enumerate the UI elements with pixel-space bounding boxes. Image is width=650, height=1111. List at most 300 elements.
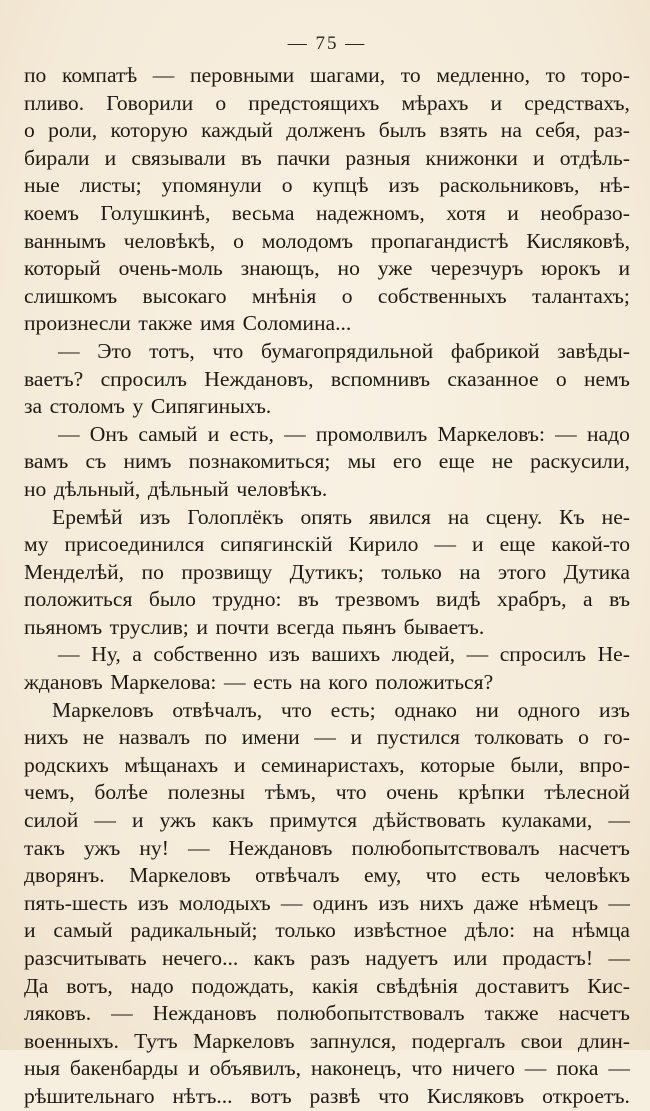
word: Маркеловъ bbox=[129, 863, 231, 888]
word: бирали bbox=[24, 145, 90, 170]
word: пять-шесть bbox=[24, 890, 128, 915]
word: о bbox=[233, 228, 244, 253]
word: высокаго bbox=[142, 283, 227, 308]
word: кулаками, bbox=[501, 808, 593, 833]
word: черезчуръ bbox=[430, 256, 524, 281]
word: положиться bbox=[24, 587, 133, 612]
word: самый bbox=[138, 421, 198, 446]
word: весьма bbox=[231, 200, 295, 225]
word: — bbox=[152, 63, 175, 87]
word: компатѣ bbox=[61, 63, 138, 87]
word: ни bbox=[475, 697, 499, 722]
word: кого bbox=[328, 670, 368, 695]
word: всегда bbox=[276, 614, 335, 639]
word: въ bbox=[609, 587, 630, 612]
word: труслив; bbox=[109, 614, 189, 639]
word: примутся bbox=[269, 808, 358, 833]
word: ныя bbox=[24, 1056, 60, 1081]
word: впро- bbox=[579, 752, 630, 777]
word: опять bbox=[300, 504, 353, 529]
word: этого bbox=[497, 559, 547, 584]
text-line bbox=[24, 117, 630, 145]
word: по bbox=[24, 63, 47, 87]
word: въ bbox=[241, 145, 262, 170]
word: слишкомъ bbox=[24, 283, 118, 308]
word: полезны bbox=[167, 780, 245, 805]
text-line bbox=[24, 448, 630, 476]
word: Сипягиныхъ. bbox=[150, 394, 272, 419]
word: по bbox=[141, 559, 164, 584]
body-text bbox=[24, 62, 630, 1111]
word: о bbox=[555, 366, 567, 391]
word: присоединился bbox=[64, 532, 205, 557]
word: нѣмецъ bbox=[528, 890, 599, 915]
word: съ bbox=[85, 449, 107, 474]
word: о bbox=[578, 725, 589, 750]
word: Маркеловъ: bbox=[437, 421, 545, 446]
word: самый bbox=[53, 918, 113, 943]
word: медленно, bbox=[436, 63, 530, 87]
word: — bbox=[111, 1001, 133, 1026]
word: коемъ bbox=[24, 200, 79, 225]
word: себя, bbox=[535, 118, 581, 143]
word: и bbox=[24, 918, 36, 943]
word: то bbox=[545, 63, 566, 87]
word: Голоплёкъ bbox=[187, 504, 284, 529]
word: — bbox=[555, 421, 577, 446]
word: положиться? bbox=[375, 670, 494, 695]
word: такъ bbox=[24, 835, 65, 860]
word: бываетъ. bbox=[403, 614, 485, 639]
word: чемъ, bbox=[24, 780, 75, 805]
text-line bbox=[24, 1055, 630, 1083]
word: листы; bbox=[79, 173, 142, 198]
word: запнулся, bbox=[309, 1028, 397, 1053]
word: Кисляковѣ, bbox=[526, 228, 630, 253]
word: что bbox=[378, 1083, 410, 1108]
text-line bbox=[24, 1028, 630, 1056]
word: мнѣнія bbox=[251, 283, 317, 308]
word: — bbox=[223, 670, 246, 695]
text-line bbox=[24, 669, 630, 697]
word: и bbox=[618, 256, 630, 281]
text-line bbox=[24, 724, 630, 752]
word: разныя bbox=[345, 145, 411, 170]
word: на bbox=[459, 559, 481, 584]
word: объявилъ, bbox=[209, 1056, 302, 1081]
word: есть bbox=[253, 670, 293, 695]
word: пустился bbox=[376, 725, 460, 750]
word: продастъ! bbox=[502, 946, 594, 970]
word: — bbox=[314, 725, 336, 750]
word: по bbox=[204, 725, 228, 750]
word: еще bbox=[499, 532, 536, 557]
word: очень bbox=[386, 780, 439, 805]
word: которую bbox=[110, 118, 188, 143]
word: — bbox=[434, 532, 456, 557]
text-line bbox=[24, 890, 630, 918]
word: пропагандистѣ bbox=[370, 228, 509, 253]
text-line bbox=[24, 1083, 630, 1111]
word: извѣстное bbox=[353, 918, 447, 943]
word: Онъ bbox=[89, 421, 129, 446]
word: человѣкъ bbox=[544, 863, 630, 888]
word: надежномъ, bbox=[315, 200, 425, 225]
word: познакомиться; bbox=[188, 449, 331, 474]
word: а bbox=[583, 587, 593, 612]
word: раз- bbox=[593, 118, 630, 143]
text-line bbox=[24, 614, 630, 642]
word: молодыхъ bbox=[178, 890, 271, 915]
text-line bbox=[24, 531, 630, 559]
text-line bbox=[24, 200, 630, 228]
word: полюбопытствовалъ bbox=[351, 835, 540, 860]
word: рѣшительнаго bbox=[24, 1083, 155, 1108]
word: раскусили, bbox=[530, 449, 630, 474]
word: средствахъ, bbox=[524, 90, 630, 115]
word: и bbox=[196, 614, 208, 639]
word: знающъ, bbox=[240, 256, 320, 281]
text-line bbox=[24, 862, 630, 890]
text-line bbox=[24, 917, 630, 945]
word: былъ bbox=[378, 118, 427, 143]
word: талантахъ; bbox=[532, 283, 630, 308]
word: одного bbox=[517, 697, 581, 722]
word: упомянули bbox=[161, 173, 262, 198]
word: вамъ bbox=[24, 449, 69, 474]
word: сцену. bbox=[485, 504, 543, 529]
word: пьяномъ bbox=[24, 614, 103, 639]
word: Маркеловъ bbox=[52, 697, 154, 722]
word: тѣмъ, bbox=[264, 780, 317, 805]
word: разсчитывать bbox=[24, 946, 147, 970]
word: — bbox=[608, 946, 630, 970]
word: мѣрахъ bbox=[401, 90, 469, 115]
word: му bbox=[24, 532, 49, 557]
word: не bbox=[491, 449, 513, 474]
word: вотъ, bbox=[66, 973, 113, 998]
word: изъ bbox=[268, 642, 300, 667]
word: дѣльный bbox=[147, 476, 229, 501]
word: перовными bbox=[190, 63, 295, 87]
word: человѣкъ. bbox=[236, 476, 328, 501]
word: Тутъ bbox=[134, 1028, 178, 1053]
word: какія bbox=[312, 973, 359, 998]
word: которые bbox=[420, 752, 495, 777]
word: шагами, bbox=[309, 63, 386, 87]
word: храбръ, bbox=[497, 587, 567, 612]
word: что bbox=[280, 697, 312, 722]
word: изъ bbox=[599, 697, 630, 722]
word: Голушкинѣ, bbox=[100, 200, 211, 225]
word: надо bbox=[586, 421, 630, 446]
text-line bbox=[24, 973, 630, 1001]
word: Къ bbox=[559, 504, 585, 529]
word: ему, bbox=[363, 863, 402, 888]
word: Не- bbox=[597, 642, 630, 667]
word: есть, bbox=[229, 421, 274, 446]
word: Менделѣй, bbox=[24, 559, 125, 584]
word: семинаристахъ, bbox=[261, 752, 405, 777]
text-line bbox=[24, 586, 630, 614]
word: длин- bbox=[577, 1028, 630, 1053]
word: — bbox=[280, 890, 303, 915]
word: имя bbox=[199, 311, 236, 336]
word: Неждановъ, bbox=[204, 366, 314, 391]
text-line bbox=[24, 255, 630, 283]
word: ные bbox=[24, 173, 60, 198]
word: Кирило bbox=[348, 532, 419, 557]
word: спросилъ bbox=[499, 642, 587, 667]
word: и bbox=[188, 1056, 200, 1081]
word: видѣ bbox=[436, 587, 481, 612]
word: и bbox=[104, 145, 117, 170]
word: — bbox=[94, 808, 116, 833]
page-number: — 75 — bbox=[287, 33, 367, 54]
word: какъ bbox=[253, 946, 295, 970]
word: какъ bbox=[212, 808, 254, 833]
word: вотъ bbox=[250, 1083, 292, 1108]
word: необразо- bbox=[540, 200, 630, 225]
word: и bbox=[350, 725, 363, 750]
word: людей, bbox=[391, 642, 456, 667]
text-line bbox=[24, 641, 630, 669]
word: не bbox=[82, 725, 105, 750]
word: нимъ bbox=[123, 449, 172, 474]
word: не- bbox=[601, 504, 630, 529]
word: силой bbox=[24, 808, 79, 833]
word: Говорили bbox=[106, 90, 194, 115]
word: ничего bbox=[452, 1056, 515, 1081]
word: немъ bbox=[583, 366, 630, 391]
word: — bbox=[466, 642, 489, 667]
word: который bbox=[24, 256, 101, 281]
text-line bbox=[24, 338, 630, 366]
word: Еремѣй bbox=[52, 504, 123, 529]
word: разъ bbox=[310, 946, 350, 970]
word: прозвищу bbox=[181, 559, 273, 584]
word: пливо. bbox=[24, 90, 85, 115]
word: нѣ- bbox=[599, 173, 630, 198]
word: и bbox=[490, 90, 503, 115]
word: было bbox=[148, 587, 196, 612]
word: сипягинскій bbox=[220, 532, 333, 557]
word: уже bbox=[377, 256, 413, 281]
word: имени bbox=[241, 725, 300, 750]
word: торо- bbox=[581, 63, 630, 87]
word: мѣщанахъ bbox=[124, 752, 219, 777]
word: — bbox=[524, 1056, 547, 1081]
word: одинъ bbox=[312, 890, 369, 915]
word: сказанное bbox=[447, 366, 539, 391]
word: — bbox=[608, 808, 630, 833]
word: ужъ bbox=[159, 808, 196, 833]
word: насчетъ bbox=[558, 835, 630, 860]
word: какой-то bbox=[551, 532, 630, 557]
word: насчетъ bbox=[558, 1001, 630, 1026]
word: развѣ bbox=[309, 1083, 361, 1108]
word: на bbox=[500, 118, 522, 143]
word: за bbox=[24, 394, 43, 419]
text-line bbox=[24, 779, 630, 807]
word: — bbox=[58, 421, 80, 446]
word: отдѣль- bbox=[559, 145, 630, 170]
text-line bbox=[24, 476, 630, 504]
text-line bbox=[24, 310, 630, 338]
word: дворянъ. bbox=[24, 863, 105, 888]
word: подергалъ bbox=[411, 1028, 506, 1053]
word: — bbox=[58, 338, 80, 363]
word: собственныхъ bbox=[377, 283, 507, 308]
word: свои bbox=[520, 1028, 563, 1053]
word: что bbox=[411, 1056, 443, 1081]
word: мы bbox=[347, 449, 376, 474]
text-line bbox=[24, 90, 630, 118]
word: что bbox=[335, 780, 367, 805]
word: — bbox=[58, 642, 80, 667]
word: Маркелова: bbox=[110, 670, 217, 695]
word: явился bbox=[368, 504, 431, 529]
word: трезвомъ bbox=[335, 587, 420, 612]
word: полюбопытствовалъ bbox=[276, 1001, 465, 1026]
word: также bbox=[138, 311, 193, 336]
text-line bbox=[24, 421, 630, 449]
word: Ну, bbox=[91, 642, 121, 667]
text-line bbox=[24, 1000, 630, 1028]
word: пока bbox=[556, 1056, 599, 1081]
word: ждановъ bbox=[24, 670, 103, 695]
word: взять bbox=[439, 118, 488, 143]
word: Дутикъ; bbox=[289, 559, 364, 584]
word: Маркеловъ bbox=[193, 1028, 295, 1053]
word: доставитъ bbox=[475, 973, 570, 998]
word: Неждановъ bbox=[228, 835, 333, 860]
text-line bbox=[24, 145, 630, 173]
word: на bbox=[447, 504, 469, 529]
word: долженъ bbox=[286, 118, 366, 143]
word: бумагопрядильной bbox=[260, 338, 434, 363]
word: надуетъ bbox=[365, 946, 439, 970]
word: о bbox=[24, 118, 35, 143]
word: произнесли bbox=[24, 311, 131, 336]
word: радикальный; bbox=[130, 918, 258, 943]
word: раскольниковъ, bbox=[439, 173, 580, 198]
word: очень-моль bbox=[118, 256, 223, 281]
word: человѣкѣ, bbox=[123, 228, 216, 253]
word: даже bbox=[473, 890, 519, 915]
word: и bbox=[533, 145, 545, 170]
word: Кисляковъ bbox=[426, 1083, 525, 1108]
word: нѣмца bbox=[571, 918, 630, 943]
word: пьянъ bbox=[342, 614, 397, 639]
word: завѣды- bbox=[557, 338, 630, 363]
text-line bbox=[24, 228, 630, 256]
word: столомъ bbox=[49, 394, 125, 419]
word: но bbox=[24, 476, 47, 501]
word: въ bbox=[298, 587, 319, 612]
text-line bbox=[24, 393, 630, 421]
word: однако bbox=[394, 697, 457, 722]
word: но bbox=[337, 256, 360, 281]
text-line bbox=[24, 835, 630, 863]
text-line bbox=[24, 945, 630, 973]
word: о bbox=[341, 283, 353, 308]
word: нихъ bbox=[419, 890, 464, 915]
word: изъ bbox=[139, 504, 171, 529]
word: — bbox=[608, 890, 630, 915]
word: молодомъ bbox=[261, 228, 354, 253]
word: отвѣчалъ, bbox=[172, 697, 263, 722]
word: а bbox=[132, 642, 142, 667]
word: ваннымъ bbox=[24, 228, 106, 253]
word: Это bbox=[97, 338, 132, 363]
word: пачки bbox=[277, 145, 331, 170]
word: на bbox=[532, 918, 555, 943]
word: отвѣчалъ bbox=[255, 863, 340, 888]
word: о bbox=[281, 173, 293, 198]
word: трудно: bbox=[212, 587, 282, 612]
text-line bbox=[24, 504, 630, 532]
text-line bbox=[24, 172, 630, 200]
word: Кис- bbox=[587, 973, 630, 998]
word: родскихъ bbox=[24, 752, 109, 777]
word: только bbox=[275, 918, 336, 943]
word: тѣлесной bbox=[544, 780, 630, 805]
word: и bbox=[132, 808, 144, 833]
word: что bbox=[212, 338, 244, 363]
word: и bbox=[207, 421, 220, 446]
word: нечего... bbox=[161, 946, 239, 970]
word: — bbox=[608, 1056, 630, 1081]
word: ну! bbox=[139, 835, 169, 860]
text-line bbox=[24, 807, 630, 835]
word: назвалъ bbox=[118, 725, 191, 750]
word: — bbox=[284, 421, 306, 446]
word: — bbox=[187, 835, 210, 860]
word: нихъ bbox=[24, 725, 69, 750]
word: фабрикой bbox=[450, 338, 540, 363]
word: наконецъ, bbox=[310, 1056, 402, 1081]
word: подождать, bbox=[191, 973, 295, 998]
word: ляковъ. bbox=[24, 1001, 92, 1026]
word: откроетъ. bbox=[542, 1083, 630, 1108]
word: изъ bbox=[388, 173, 420, 198]
text-line bbox=[24, 697, 630, 725]
word: что bbox=[425, 863, 457, 888]
word: роли, bbox=[48, 118, 98, 143]
word: промолвилъ bbox=[315, 421, 428, 446]
word: предстоящихъ bbox=[248, 90, 380, 115]
word: толковать bbox=[474, 725, 564, 750]
text-line bbox=[24, 366, 630, 394]
word: надо bbox=[130, 973, 174, 998]
word: есть bbox=[480, 863, 520, 888]
word: или bbox=[453, 946, 488, 970]
word: есть; bbox=[330, 697, 376, 722]
word: то bbox=[400, 63, 421, 87]
word: военныхъ. bbox=[24, 1028, 119, 1053]
word: Неждановъ bbox=[152, 1001, 257, 1026]
word: Соломина... bbox=[242, 311, 352, 336]
text-line bbox=[24, 559, 630, 587]
word: книжонки bbox=[425, 145, 518, 170]
word: го- bbox=[603, 725, 630, 750]
word: изъ bbox=[378, 890, 410, 915]
word: у bbox=[132, 394, 144, 419]
word: юрокъ bbox=[541, 256, 601, 281]
word: дѣло: bbox=[464, 918, 516, 943]
word: вашихъ bbox=[311, 642, 381, 667]
